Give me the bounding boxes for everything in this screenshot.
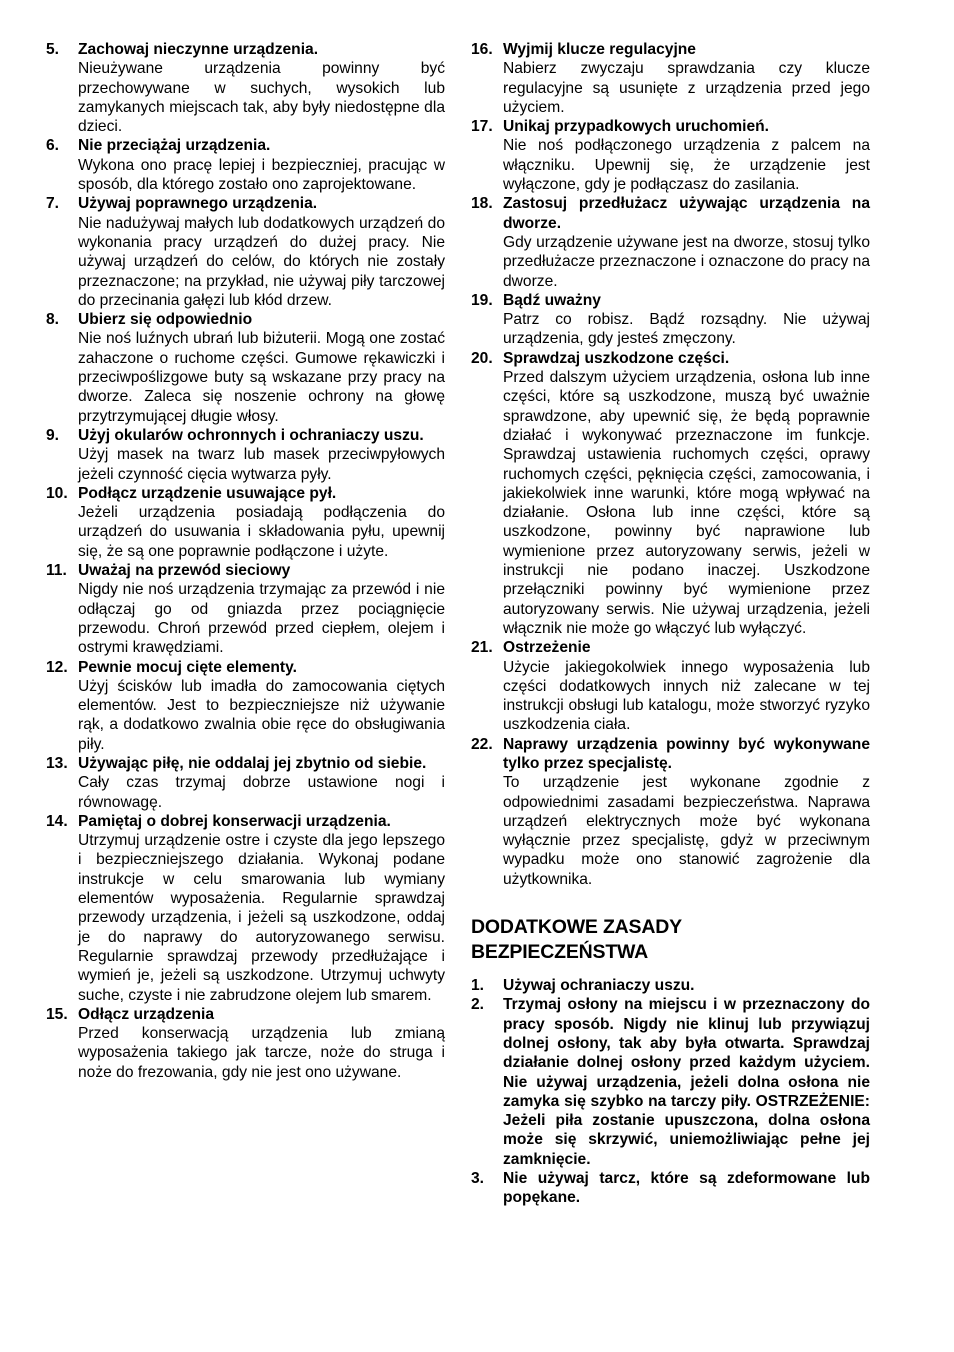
rule-text: Używaj ochraniaczy uszu.	[503, 977, 695, 995]
rule-body: Nie noś podłączonego urządzenia z palcem na włączniku. Upewnij się, że urządzenie jest wyłączone, gdy je podłączasz do zasilania.	[503, 137, 870, 194]
rule-item	[471, 638, 870, 734]
section-heading	[471, 915, 870, 965]
rule-title: Zastosuj przedłużacz używając urządzenia na dworze.	[503, 195, 870, 232]
rule-title: Bądź uważny	[503, 291, 601, 309]
rule-number: 2.	[471, 996, 485, 1014]
rule-body: Wykona ono pracę lepiej i bezpieczniej, pracując w sposób, dla którego zostało ono zaprojektowane.	[78, 156, 445, 194]
rule-title: Sprawdzaj uszkodzone części.	[503, 349, 730, 367]
rule-number: 12.	[46, 658, 68, 676]
left-column	[46, 40, 445, 1082]
rule-number: 20.	[471, 349, 493, 367]
rule-number: 21.	[471, 639, 493, 657]
rule-number: 7.	[46, 195, 60, 213]
section-heading-line: BEZPIECZEŃSTWA	[471, 941, 649, 964]
rule-item	[471, 117, 870, 194]
extra-rule-item	[471, 995, 870, 1169]
rule-text: Nie używaj tarcz, które są zdeformowane lub popękane.	[503, 1170, 870, 1207]
rule-body: Utrzymuj urządzenie ostre i czyste dla jego lepszego i bezpieczniejszego działania. Wykonaj podane instrukcje w celu smarowania lub wymiany elementów wyposażenia. Regularnie sprawdzaj przewody urządzenia, i jeżeli są uszkodzone, oddaj je do naprawy do autoryzowanego serwisu. Regularnie sprawdzaj przewody przedłużające i wymień je, jeżeli są uszkodzone. Utrzymuj uchwyty suche, czyste i nie zabrudzone olejem lub smarem.	[78, 832, 445, 1004]
rule-number: 9.	[46, 426, 60, 444]
rule-item	[471, 194, 870, 290]
rule-number: 22.	[471, 735, 493, 753]
rule-number: 16.	[471, 41, 493, 58]
rule-item	[46, 136, 445, 194]
rule-body: To urządzenie jest wykonane zgodnie z odpowiednimi zasadami bezpieczeństwa. Naprawa urządzeń elektrycznych może być wykonana wyłącznie przez specjalistę, gdyż w przeciwnym wypadku może ono stanowić zagrożenie dla użytkownika.	[503, 774, 870, 888]
extra-rule-item	[471, 1169, 870, 1208]
rule-number: 18.	[471, 195, 493, 213]
rule-number: 11.	[46, 562, 67, 580]
rule-body: Nigdy nie noś urządzenia trzymając za przewód i nie odłączaj go od gniazda przez pociągnięcie przewodu. Chroń przewód przed ciepłem, olejem i ostrymi krawędziami.	[78, 581, 445, 657]
rule-body: Cały czas trzymaj dobrze ustawione nogi i równowagę.	[78, 774, 445, 811]
rule-item	[46, 40, 445, 136]
rule-item	[471, 40, 870, 117]
rule-number: 6.	[46, 137, 60, 155]
rule-number: 15.	[46, 1005, 68, 1023]
rule-number: 14.	[46, 812, 68, 830]
rule-body: Jeżeli urządzenia posiadają podłączenia do urządzeń do usuwania i składowania pyłu, upewnij się, że są one poprawnie podłączone i użyte.	[78, 504, 445, 560]
rule-number: 19.	[471, 291, 493, 309]
rule-body: Nie nadużywaj małych lub dodatkowych urządzeń do wykonania pracy urządzeń do dużej pracy. Nie używaj urządzeń do celów, do których nie zostały przeznaczone; na przykład, nie używaj piły tarczowej do przecinania gałęzi lub kłód drzew.	[78, 214, 445, 309]
extra-rule-item	[471, 976, 870, 995]
rule-item	[46, 658, 445, 754]
rule-title: Używając piłę, nie oddalaj jej zbytnio od siebie.	[78, 754, 427, 772]
rule-title: Pamiętaj o dobrej konserwacji urządzenia.	[78, 812, 391, 830]
rule-body: Przed konserwacją urządzenia lub zmianą wyposażenia takiego jak tarcze, noże do struga i noże do frezowania, gdy nie jest ono używane.	[78, 1025, 445, 1081]
rule-item	[471, 735, 870, 889]
rule-title: Użyj okularów ochronnych i ochraniaczy uszu.	[78, 426, 424, 444]
rule-item	[46, 1005, 445, 1082]
rule-item	[46, 812, 445, 1005]
rule-number: 5.	[46, 41, 60, 58]
rule-body: Gdy urządzenie używane jest na dworze, stosuj tylko przedłużacze przeznaczone i oznaczone do pracy na dworze.	[503, 233, 870, 290]
rule-title: Ostrzeżenie	[503, 639, 591, 657]
rule-number: 13.	[46, 754, 68, 772]
rule-number: 10.	[46, 484, 68, 502]
rule-title: Podłącz urządzenie usuwające pył.	[78, 484, 337, 502]
rule-item	[46, 194, 445, 310]
rule-number: 17.	[471, 118, 493, 136]
rule-number: 3.	[471, 1170, 485, 1188]
rule-number: 1.	[471, 977, 485, 995]
rule-body: Nie noś luźnych ubrań lub biżuterii. Mogą one zostać zahaczone o ruchome części. Gumowe rękawiczki i przeciwpoślizgowe buty są wskazane przy pracy na dworze. Zaleca się noszenie ochrony na głowę przytrzymującej długie włosy.	[78, 330, 445, 425]
rule-title: Odłącz urządzenia	[78, 1005, 215, 1023]
rule-title: Naprawy urządzenia powinny być wykonywane tylko przez specjalistę.	[503, 735, 870, 772]
rule-body: Użyj masek na twarz lub masek przeciwpyłowych jeżeli czynność cięcia wytwarza pyły.	[78, 446, 445, 483]
rule-item	[46, 310, 445, 426]
rule-title: Pewnie mocuj cięte elementy.	[78, 658, 297, 676]
rule-body: Przed dalszym użyciem urządzenia, osłona lub inne części, które są uszkodzone, muszą być uważnie sprawdzone, aby upewnić się, że będą poprawnie działać i wykonywać przeznaczone im funkcje. Sprawdzaj ustawienia ruchomych części, oprawy ruchomych części, pęknięcia części, zamocowania, i jakiekolwiek inne warunki, które mogą wpływać na działanie. Osłona lub inne części, które są uszkodzone, powinny być naprawione lub wymienione przez autoryzowany serwis, jeżeli w instrukcji nie podano inaczej. Uszkodzone przełączniki powinny być wymienione przez autoryzowany serwis. Nie używaj urządzenia, jeżeli włącznik nie może go włączyć lub wyłączyć.	[503, 369, 870, 637]
rule-item	[46, 754, 445, 812]
rule-body: Nabierz zwyczaju sprawdzania czy klucze regulacyjne są usunięte z urządzenia przed jego użyciem.	[503, 60, 870, 116]
rule-title: Zachowaj nieczynne urządzenia.	[78, 41, 319, 58]
rule-text: Trzymaj osłony na miejscu i w przeznaczony do pracy sposób. Nigdy nie klinuj lub przywiązuj dolnej osłony, tak aby była otwarta. Sprawdzaj działanie dolnej osłony przed każdym użyciem. Nie używaj urządzenia, jeżeli dolna osłona nie zamyka się szybko na tarczy piły. OSTRZEŻENIE: Jeżeli piła zostanie upuszczona, dolna osłona może się skrzywić, uniemożliwiając pełne jej zamknięcie.	[503, 996, 870, 1168]
rule-title: Wyjmij klucze regulacyjne	[503, 41, 696, 58]
rule-body: Użyj ścisków lub imadła do zamocowania ciętych elementów. Jest to bezpieczniejsze niż używanie rąk, a dodatkowo zwalnia obie ręce do obsługiwania piły.	[78, 677, 445, 753]
rule-number: 8.	[46, 311, 60, 329]
right-column	[471, 40, 870, 1208]
rule-title: Ubierz się odpowiednio	[78, 311, 253, 329]
rule-item	[46, 426, 445, 484]
rule-title: Unikaj przypadkowych uruchomień.	[503, 118, 770, 136]
rule-body: Użycie jakiegokolwiek innego wyposażenia lub części dodatkowych innych niż zalecane w tej instrukcji obsługi lub katalogu, może stworzyć ryzyko uszkodzenia ciała.	[503, 658, 870, 734]
rule-item	[471, 349, 870, 638]
rule-title: Nie przeciążaj urządzenia.	[78, 137, 271, 155]
rule-body: Nieużywane urządzenia powinny być przechowywane w suchych, wysokich lub zamykanych miejscach tak, aby były niedostępne dla dzieci.	[78, 60, 445, 136]
rule-item	[46, 561, 445, 657]
rule-title: Używaj poprawnego urządzenia.	[78, 195, 318, 213]
rule-item	[471, 291, 870, 349]
section-heading-line: DODATKOWE ZASADY	[471, 916, 682, 939]
rule-title: Uważaj na przewód sieciowy	[78, 562, 291, 580]
rule-body: Patrz co robisz. Bądź rozsądny. Nie używaj urządzenia, gdy jesteś zmęczony.	[503, 311, 870, 348]
rule-item	[46, 484, 445, 561]
